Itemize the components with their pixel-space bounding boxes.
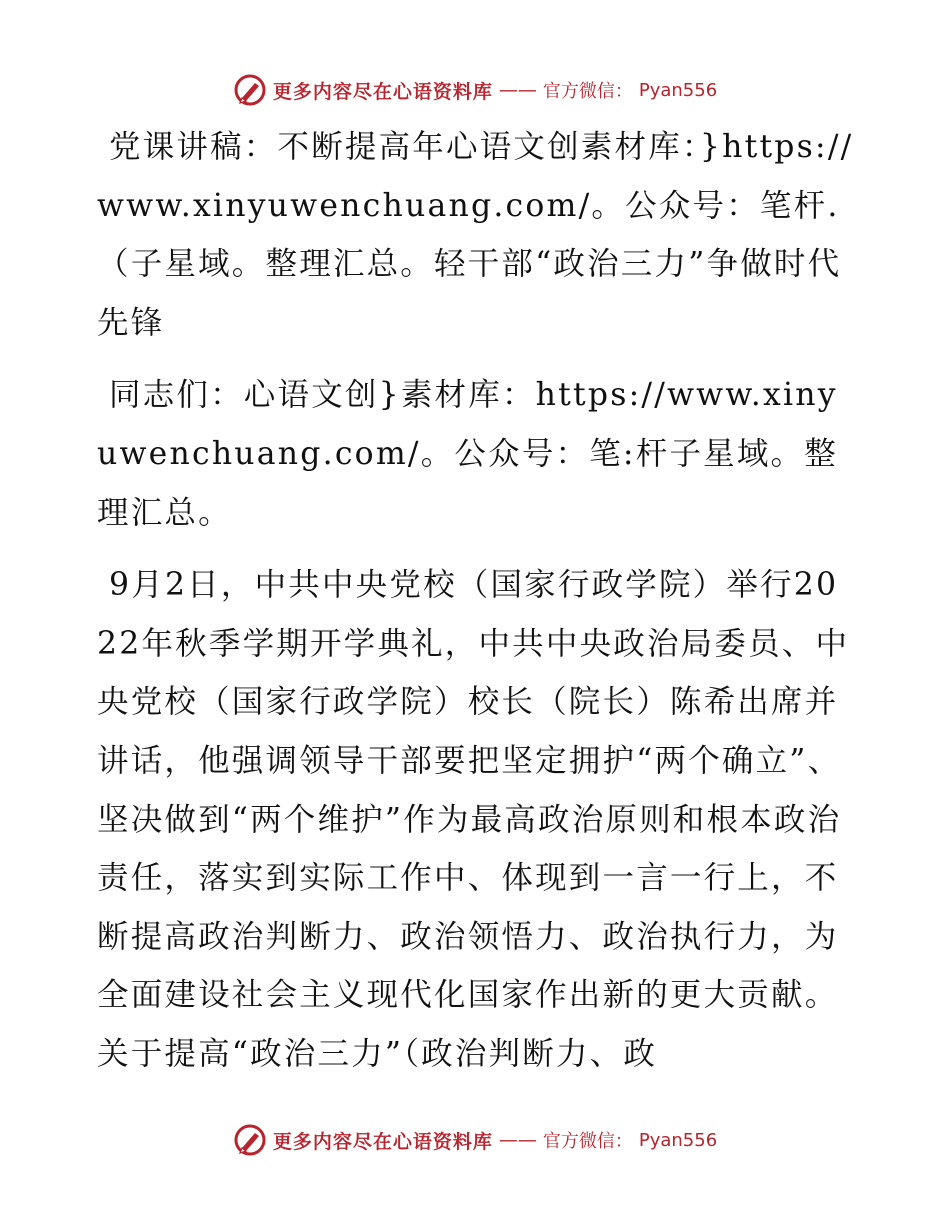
watermark-brand-text: 更多内容尽在心语资料库 — [272, 80, 493, 103]
paragraph-greeting: 同志们：心语文创}素材库：https://www.xinyuwenchuang.com/。公众号：笔:杆子星域。整理汇总。 — [97, 377, 838, 531]
paragraph-title: 党课讲稿：不断提高年心语文创素材库：}https://www.xinyuwenchuang.com/。公众号：笔杆.（子星域。整理汇总。轻干部“政治三力”争做时代先锋 — [97, 129, 854, 341]
watermark-wechat-id: Pyan556 — [638, 79, 718, 101]
footer-watermark — [0, 1120, 950, 1160]
pen-logo-icon — [233, 73, 267, 107]
watermark-wechat-label: 官方微信： — [542, 81, 633, 102]
watermark-separator: —— — [498, 1129, 537, 1151]
watermark-brand-text: 更多内容尽在心语资料库 — [272, 1130, 493, 1153]
watermark-wechat-id: Pyan556 — [638, 1129, 718, 1151]
watermark-separator: —— — [498, 79, 537, 101]
document-body — [97, 118, 857, 1098]
paragraph-body: 9月2日，中共中央党校（国家行政学院）举行2022年秋季学期开学典礼，中共中央政治局委员、中央党校（国家行政学院）校长（院长）陈希出席并讲话，他强调领导干部要把坚定拥护“两个确立”、坚决做到“两个维护”作为最高政治原则和根本政治责任，落实到实际工作中、体现到一言一行上，不断提高政治判断力、政治领悟力、政治执行力，为全面建设社会主义现代化国家作出新的更大贡献。关于提高“政治三力”（政治判断力、政 — [97, 567, 850, 1072]
header-watermark — [0, 70, 950, 110]
watermark-wechat-label: 官方微信： — [542, 1131, 633, 1152]
pen-logo-icon — [233, 1123, 267, 1157]
